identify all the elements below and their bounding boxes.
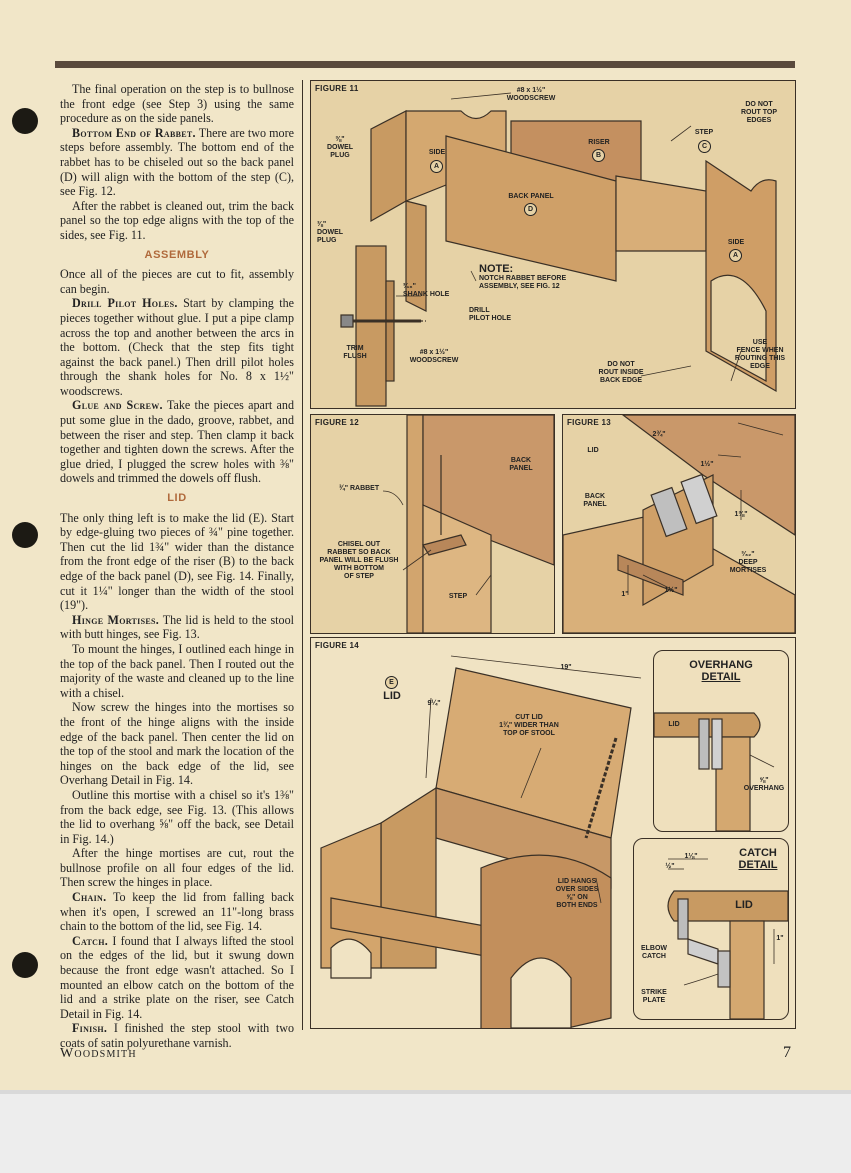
catch-dimension-1-in: 1" (776, 935, 784, 942)
paragraph: The only thing left is to make the lid (E). Start by edge-gluing two pieces of ¾" pine together. Then cut the lid 1¾" wider than the distance from the front edge of the riser (B) to the back edge of the back panel (D), see Fig. 14. Finally, cut it 1¼" longer than the width of the stool (19"). (60, 510, 294, 613)
figure-11 (310, 80, 796, 409)
overhang-dimension: ⅝" OVERHANG (743, 777, 785, 792)
paragraph: After the hinge mortises are cut, rout the bullnose profile on all four edges of the lid. Then screw the hinges in place. (60, 846, 294, 890)
paragraph: Outline this mortise with a chisel so it's 1⅜" from the back edge, see Fig. 13. (This allows the lid to overhang ⅝" off the back, see Detail in Fig. 14.) (60, 787, 294, 846)
paragraph-body: Start by clamping the pieces together without glue. I put a pipe clamp across the top and another between the arcs in the bottom. (Check that the step fits tight against the back panel.) Then drill pilot holes through the shank holes for No. 8 x 1½" woodscrews. (60, 296, 294, 398)
overhang-lid-label: LID (668, 721, 680, 728)
note-title: NOTE: (479, 263, 514, 275)
dimension-2-3-4: 2¾" (652, 431, 666, 438)
part-letter-d: D (524, 203, 537, 216)
paragraph-body: To keep the lid from falling back when it's open, I screwed an 11"-long brass chain to the bottom of the lid, see Fig. 14. (60, 890, 294, 934)
paragraph: The final operation on the step is to bullnose the front edge (see Step 3) using the same procedure as on the side panels. (60, 82, 294, 126)
callout-woodscrew-top: #8 x 1½" WOODSCREW (506, 87, 556, 102)
note-body: NOTCH RABBET BEFORE ASSEMBLY, SEE FIG. 12 (479, 275, 567, 290)
callout-rabbet: ¾" RABBET (338, 485, 380, 492)
run-in-head: Chain. (72, 890, 107, 905)
callout-lid: LID (587, 447, 599, 454)
catch-lid-label: LID (735, 899, 753, 911)
scan-bottom-margin (0, 1090, 851, 1173)
callout-do-not-rout-top: DO NOT ROUT TOP EDGES (740, 101, 778, 124)
punch-hole-middle (12, 522, 38, 548)
part-letter-c: C (698, 140, 711, 153)
paragraph: After the rabbet is cleaned out, trim the back panel so the top edge aligns with the top of the sides, see Fig. 11. (60, 198, 294, 242)
article-text-column (60, 82, 294, 1051)
figure-14-label: FIGURE 14 (315, 641, 360, 650)
paragraph-body: I found that I always lifted the stool on the edges of the lid, but it swung down because the front edge wasn't attached. So I mounted an elbow catch on the bottom of the lid and a strike plate on the riser, see Catch Detail in Fig. 14. (60, 933, 294, 1021)
part-letter-b: B (592, 149, 605, 162)
callout-elbow-catch: ELBOW CATCH (640, 945, 668, 960)
part-letter-a: A (430, 160, 443, 173)
run-in-head: Hinge Mortises. (72, 612, 160, 627)
callout-step: STEP (694, 129, 714, 136)
figure-13-label: FIGURE 13 (567, 418, 612, 427)
callout-cut-lid: CUT LID 1¾" WIDER THAN TOP OF STOOL (499, 714, 559, 737)
header-rule (55, 61, 795, 68)
paragraph-body: I finished the step stool with two coats of satin polyurethane varnish. (60, 1021, 294, 1050)
paragraph: Once all of the pieces are cut to fit, assembly can begin. (60, 267, 294, 296)
dimension-1-1-2: 1½" (700, 461, 714, 468)
page-number: 7 (783, 1044, 791, 1061)
callout-dowel-plug-detail: ⅜" DOWEL PLUG (317, 221, 344, 244)
paragraph (60, 613, 294, 642)
callout-shank-hole: ³⁄₁₆" SHANK HOLE (403, 283, 450, 298)
paragraph: To mount the hinges, I outlined each hinge in the top of the back panel. Then I routed out the majority of the waste and cleaned up to the line with a chisel. (60, 641, 294, 700)
overhang-detail-subtitle: DETAIL (701, 671, 741, 683)
catch-detail-title: CATCH (739, 847, 777, 859)
punch-hole-top (12, 108, 38, 134)
callout-side: SIDE (428, 149, 446, 156)
callout-back-panel: BACK PANEL (583, 493, 607, 508)
paragraph (60, 890, 294, 934)
figure-14 (310, 637, 796, 1029)
run-in-head: Bottom End of Rabbet. (72, 125, 196, 140)
callout-side-right: SIDE (727, 239, 745, 246)
callout-dowel-plug: ⅜" DOWEL PLUG (326, 136, 354, 159)
callout-lid-hangs: LID HANGS OVER SIDES ⅝" ON BOTH ENDS (555, 878, 599, 909)
run-in-head: Glue and Screw. (72, 398, 163, 413)
callout-riser: RISER (588, 139, 610, 146)
figure-12 (310, 414, 555, 634)
dimension-1-in: 1" (621, 591, 629, 598)
paragraph (60, 126, 294, 199)
part-letter-e: E (385, 676, 398, 689)
paragraph-body: Take the pieces apart and put some glue in the dado, groove, rabbet, and between the riser and step. Then clamp it back together and tighten down the screws. After the glue dried, I plugged the screw holes with ⅜" dowels and trimmed the dowels off flush. (60, 398, 295, 486)
callout-step: STEP (448, 593, 468, 600)
magazine-name: Woodsmith (60, 1046, 137, 1061)
punch-hole-bottom (12, 952, 38, 978)
callout-back-panel: BACK PANEL (508, 193, 554, 200)
dimension-1-3-8: 1⅜" (734, 511, 748, 518)
column-divider (302, 80, 303, 1030)
callout-strike-plate: STRIKE PLATE (641, 989, 667, 1004)
run-in-head: Finish. (72, 1021, 108, 1036)
run-in-head: Catch. (72, 933, 109, 948)
callout-deep-mortises: ³⁄₃₂" DEEP MORTISES (729, 551, 767, 574)
dimension-1-1-2-bottom: 1½" (664, 587, 678, 594)
part-letter-a-right: A (729, 249, 742, 262)
figure-12-label: FIGURE 12 (315, 418, 360, 427)
catch-dimension-1-2: ½" (665, 863, 675, 870)
callout-use-fence: USE FENCE WHEN ROUTING THIS EDGE (734, 339, 786, 370)
paragraph (60, 398, 294, 486)
figure-12-drawing (311, 415, 554, 633)
paragraph (60, 934, 294, 1022)
catch-detail-box (633, 838, 789, 1020)
paragraph-body: There are two more steps before assembly. The bottom end of the rabbet has to be chiseled out so the back panel (D) will align with the bottom of the step (C), see Fig. 12. (60, 125, 294, 199)
callout-woodscrew-bottom: #8 x 1½" WOODSCREW (409, 349, 459, 364)
paragraph-body: The lid is held to the stool with butt hinges, see Fig. 13. (60, 612, 294, 642)
dimension-19: 19" (560, 664, 572, 671)
section-heading-assembly: ASSEMBLY (144, 248, 210, 261)
figure-11-label: FIGURE 11 (315, 84, 359, 93)
callout-drill-pilot-hole: DRILL PILOT HOLE (469, 307, 511, 322)
overhang-detail-box (653, 650, 789, 832)
paragraph: Now screw the hinges into the mortises so the front of the hinge aligns with the inside edge of the back panel. Then center the lid on the top of the stool and mark the location of the hinges on the back edge of the lid, see Overhang Detail in Fig. 14. (60, 700, 294, 788)
callout-do-not-rout-back: DO NOT ROUT INSIDE BACK EDGE (598, 361, 644, 384)
catch-dimension-1-1-8: 1⅛" (684, 853, 698, 860)
run-in-head: Drill Pilot Holes. (72, 296, 178, 311)
overhang-detail-title: OVERHANG (689, 659, 753, 671)
figure-13 (562, 414, 796, 634)
section-heading-lid: LID (167, 492, 187, 505)
callout-back-panel: BACK PANEL (509, 457, 533, 472)
catch-detail-subtitle: DETAIL (738, 859, 778, 871)
callout-trim-flush: TRIM FLUSH (343, 345, 367, 360)
callout-lid: LID (383, 690, 401, 702)
paragraph (60, 296, 294, 398)
callout-chisel-out: CHISEL OUT RABBET SO BACK PANEL WILL BE FLUSH WITH BOTTOM OF STEP (319, 541, 399, 580)
dimension-9-1-4: 9¼" (427, 700, 441, 707)
